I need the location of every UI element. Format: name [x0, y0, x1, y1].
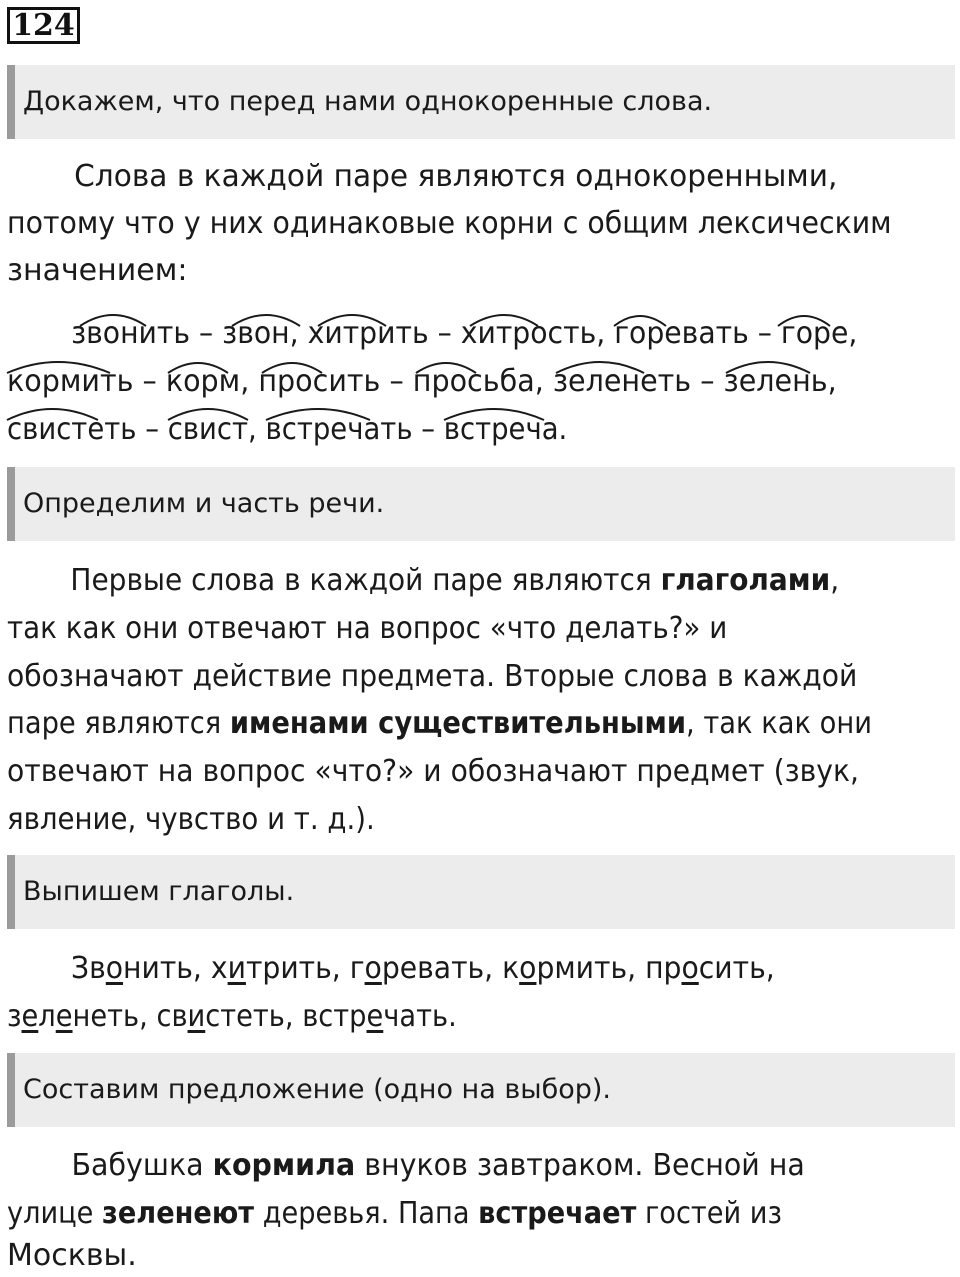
underlined-vowel: е: [21, 999, 39, 1034]
paragraph-line: паре являются именами существительными, так как они: [7, 706, 872, 741]
word-pairs-line: звонить – звон, хитрить – хитрость, горевать – горе,: [71, 316, 858, 351]
section-header-sentence: Составим предложение (одно на выбор).: [7, 1053, 955, 1127]
section-header-part-of-speech: Определим и часть речи.: [7, 467, 955, 541]
bold-term: глаголами: [660, 563, 831, 598]
bold-term: встречает: [478, 1196, 637, 1231]
bold-term: именами существительными: [229, 706, 687, 741]
section-header-verbs: Выпишем глаголы.: [7, 855, 955, 929]
bold-term: зеленеют: [102, 1196, 255, 1231]
verbs-line: Звонить, хитрить, горевать, кормить, просить,: [71, 951, 775, 986]
underlined-vowel: и: [187, 999, 206, 1034]
paragraph-line: Первые слова в каждой паре являются глаголами,: [70, 563, 840, 598]
paragraph-line: обозначают действие предмета. Вторые слова в каждой: [7, 659, 858, 694]
paragraph-line: Москвы.: [7, 1238, 137, 1273]
word-pairs-line: свистеть – свист, встречать – встреча.: [7, 412, 568, 447]
paragraph-line: так как они отвечают на вопрос «что делать?» и: [7, 611, 728, 646]
underlined-vowel: о: [681, 951, 699, 986]
word-pairs-line: кормить – корм, просить – просьба, зеленеть – зелень,: [7, 364, 837, 399]
paragraph-line: улице зеленеют деревья. Папа встречает гостей из: [7, 1196, 782, 1231]
paragraph-line: потому что у них одинаковые корни с общим лексическим: [7, 206, 892, 241]
paragraph-line: отвечают на вопрос «что?» и обозначают предмет (звук,: [7, 754, 859, 789]
exercise-number: 124: [7, 7, 80, 44]
underlined-vowel: и: [227, 951, 246, 986]
underlined-vowel: о: [519, 951, 537, 986]
underlined-vowel: о: [105, 951, 124, 986]
underlined-vowel: е: [55, 999, 73, 1034]
paragraph-line: Слова в каждой паре являются однокоренными,: [74, 159, 838, 194]
underlined-vowel: е: [366, 999, 384, 1034]
underlined-vowel: о: [364, 951, 382, 986]
section-header-proof: Докажем, что перед нами однокоренные слова.: [7, 65, 955, 139]
bold-term: кормила: [212, 1148, 356, 1183]
verbs-line: зеленеть, свистеть, встречать.: [7, 999, 457, 1034]
paragraph-line: значением:: [7, 253, 188, 288]
paragraph-line: Бабушка кормила внуков завтраком. Весной на: [71, 1148, 805, 1183]
paragraph-line: явление, чувство и т. д.).: [7, 802, 375, 837]
